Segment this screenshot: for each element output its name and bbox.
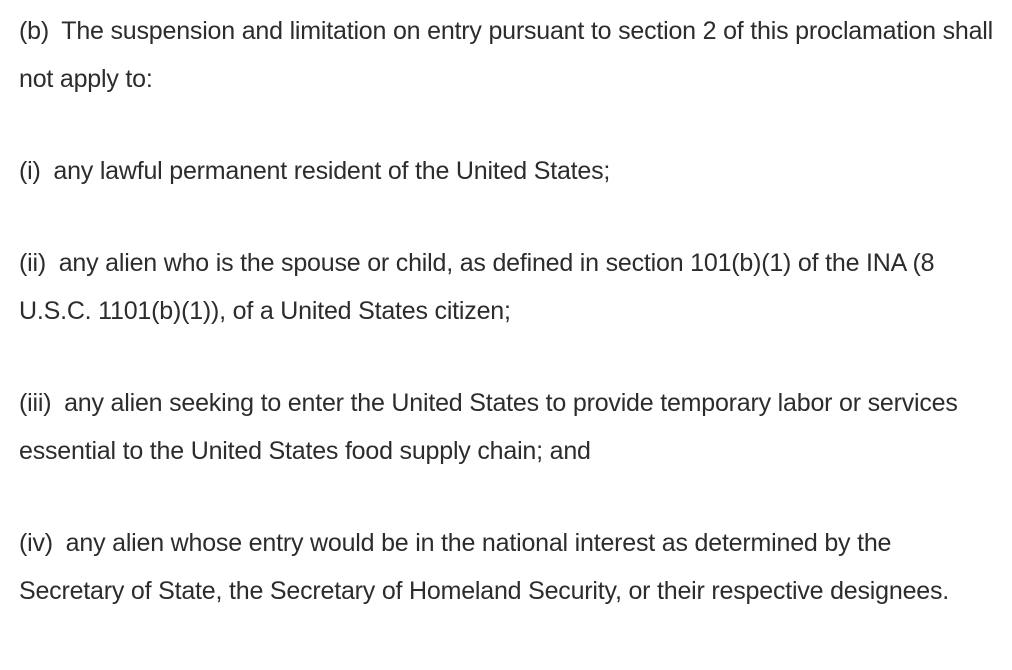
paragraph-marker: (iii): [19, 389, 52, 417]
paragraph-text: any alien who is the spouse or child, as defined in section 101(b)(1) of the INA (8 U.S.C. 1101(b)(1)), of a United States citizen;: [19, 249, 935, 325]
paragraph-marker: (iv): [19, 529, 53, 557]
paragraph-text: The suspension and limitation on entry pursuant to section 2 of this proclamation shall not apply to:: [19, 17, 994, 93]
paragraph-text: any alien whose entry would be in the national interest as determined by the Secretary of State, the Secretary of Homeland Security, or their respective designees.: [19, 529, 950, 605]
paragraph-marker: (b): [19, 17, 49, 45]
paragraph-marker: (ii): [19, 249, 46, 277]
paragraph-iv: [19, 519, 994, 615]
paragraph-marker: (i): [19, 157, 41, 185]
paragraph-i: [19, 147, 994, 195]
paragraph-ii: [19, 239, 994, 335]
document-body: [19, 7, 994, 615]
paragraph-text: any alien seeking to enter the United States to provide temporary labor or services essential to the United States food supply chain; and: [19, 389, 958, 465]
paragraph-text: any lawful permanent resident of the United States;: [53, 157, 611, 185]
paragraph-iii: [19, 379, 994, 475]
paragraph-b: [19, 7, 994, 103]
